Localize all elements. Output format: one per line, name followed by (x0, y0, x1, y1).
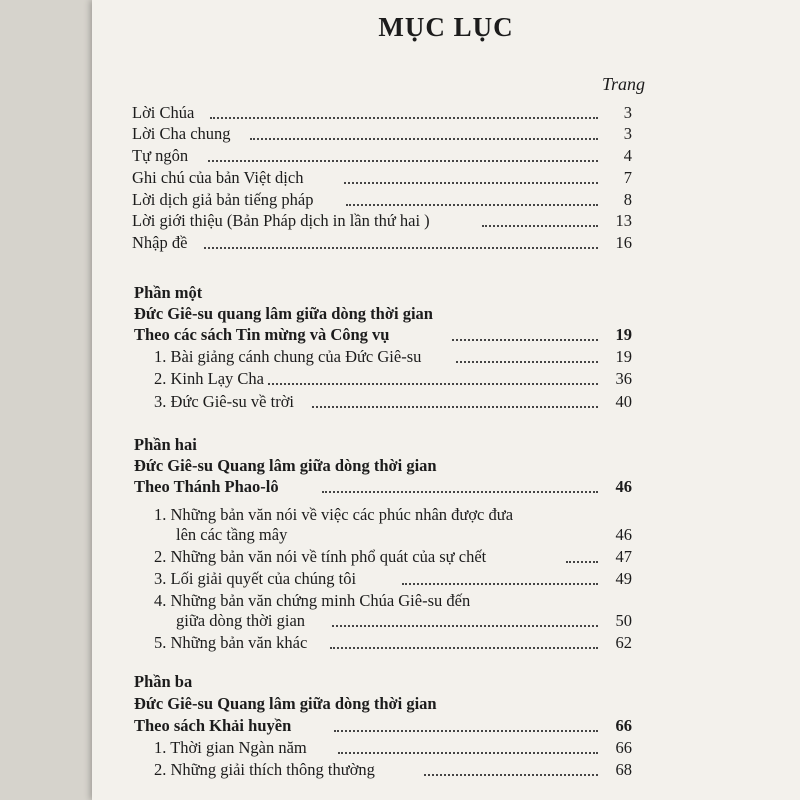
part-heading: Phần một (134, 283, 203, 302)
page-column-label: Trang (602, 74, 646, 94)
toc-section: Theo Thánh Phao-lô 46 (134, 477, 632, 496)
toc-entry: Lời dịch giả bản tiếng pháp 8 (132, 190, 632, 209)
toc-entry: 1. Bài giảng cánh chung của Đức Giê-su 19 (154, 347, 632, 366)
toc-entry: 1. Những bản văn nói về việc các phúc nhân được đưa (154, 505, 514, 524)
toc-entry: 5. Những bản văn khác 62 (154, 633, 632, 652)
toc-entry: 4. Những bản văn chứng minh Chúa Giê-su đến (154, 591, 471, 610)
part-heading: Phần ba (134, 672, 193, 691)
toc-entry: Lời Chúa 3 (132, 103, 632, 122)
toc-entry: 2. Những bản văn nói về tính phổ quát của sự chết 47 (154, 547, 632, 566)
book-page (92, 0, 800, 800)
toc-entry-continued: giữa dòng thời gian 50 (176, 611, 632, 630)
toc-entry-continued: lên các tầng mây 46 (176, 525, 632, 544)
toc-entry: 3. Đức Giê-su về trời 40 (154, 392, 632, 411)
toc-entry: 3. Lối giải quyết của chúng tôi 49 (154, 569, 632, 588)
page-title: MỤC LỤC (378, 12, 514, 42)
part-subheading: Đức Giê-su Quang lâm giữa dòng thời gian (134, 456, 437, 475)
part-heading: Phần hai (134, 435, 197, 454)
toc-entry: 2. Những giải thích thông thường 68 (154, 760, 632, 779)
toc-entry: Lời Cha chung 3 (132, 124, 632, 143)
toc-entry: 2. Kinh Lạy Cha 36 (154, 369, 632, 388)
part-subheading: Đức Giê-su Quang lâm giữa dòng thời gian (134, 694, 437, 713)
toc-entry: Ghi chú của bản Việt dịch 7 (132, 168, 632, 187)
part-subheading: Đức Giê-su quang lâm giữa dòng thời gian (134, 304, 433, 323)
toc-entry: 1. Thời gian Ngàn năm 66 (154, 738, 632, 757)
toc-section: Theo sách Khải huyền 66 (134, 716, 632, 735)
toc-section: Theo các sách Tin mừng và Công vụ 19 (134, 325, 632, 344)
toc-entry: Nhập đề 16 (132, 233, 632, 252)
toc-entry: Lời giới thiệu (Bản Pháp dịch in lần thứ hai ) 13 (132, 211, 632, 230)
toc-entry: Tự ngôn 4 (132, 146, 632, 165)
